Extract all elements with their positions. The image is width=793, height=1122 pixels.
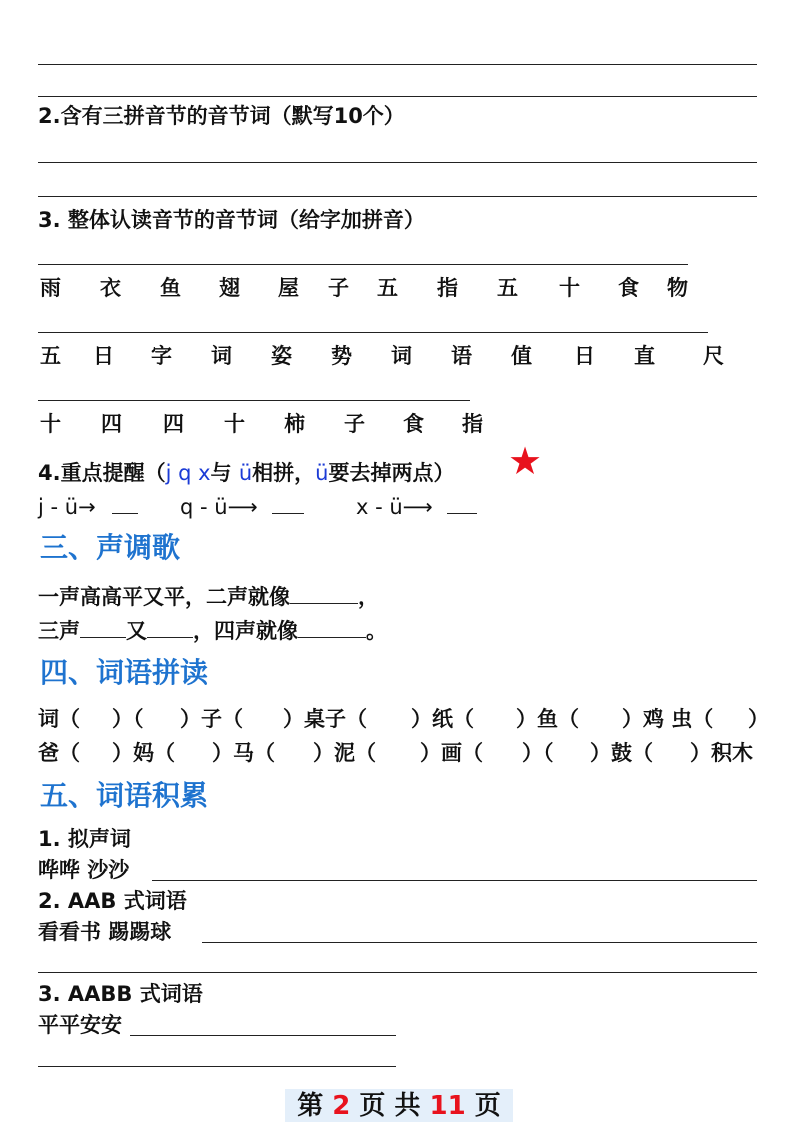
question-5-3: 3. AABB 式词语 xyxy=(38,982,203,1006)
footer-text: 页 xyxy=(465,1091,501,1121)
hanzi: 五 xyxy=(497,275,518,300)
hanzi: 鱼 xyxy=(160,275,181,300)
blank xyxy=(290,583,358,604)
blank xyxy=(447,493,477,514)
rule-j-text: j - ü→ xyxy=(38,495,96,519)
word-row-2 xyxy=(0,740,793,766)
hanzi: 五 xyxy=(377,275,398,300)
blank xyxy=(298,617,366,638)
tone-song-line-1 xyxy=(38,583,379,610)
word-fragment: ）（ xyxy=(522,740,554,765)
hanzi: 四 xyxy=(101,411,122,436)
pinyin-line xyxy=(38,400,470,401)
answer-line xyxy=(152,880,757,881)
q4-u: ü xyxy=(238,461,253,485)
hanzi: 子 xyxy=(344,411,365,436)
question-5-1: 1. 拟声词 xyxy=(38,827,131,851)
char-row-3 xyxy=(0,411,793,437)
rule-j xyxy=(38,493,138,520)
hanzi: 尺 xyxy=(703,343,724,368)
red-star-icon: ★ xyxy=(508,439,543,483)
hanzi: 语 xyxy=(451,343,472,368)
q4-mid: 与 xyxy=(210,461,239,485)
hanzi: 十 xyxy=(224,411,245,436)
word-fragment: ）泥（ xyxy=(313,740,376,765)
word-fragment: ）桌子（ xyxy=(283,706,367,731)
answer-line xyxy=(38,162,757,163)
blank xyxy=(272,493,304,514)
hanzi: 指 xyxy=(437,275,458,300)
aabb-examples: 平平安安 xyxy=(38,1013,122,1037)
onomatopoeia-examples: 哗哗 沙沙 xyxy=(38,858,130,882)
char-row-1 xyxy=(0,275,793,301)
q4-letters: j q x xyxy=(165,461,211,485)
total-page-number: 11 xyxy=(429,1091,466,1121)
hanzi: 柿 xyxy=(284,411,305,436)
hanzi: 衣 xyxy=(100,275,121,300)
answer-line xyxy=(38,196,757,197)
answer-line xyxy=(130,1035,396,1036)
footer-text: 页 共 xyxy=(350,1091,430,1121)
tone-text: 又 xyxy=(126,619,147,643)
page-footer xyxy=(285,1091,513,1121)
q4-mid2: 相拼， xyxy=(252,461,316,485)
hanzi: 势 xyxy=(331,343,352,368)
rule-x xyxy=(356,493,477,520)
q4-prefix: 4.重点提醒（ xyxy=(38,461,166,485)
word-fragment: ）纸（ xyxy=(411,706,474,731)
word-fragment: ）子（ xyxy=(180,706,243,731)
word-fragment: ）妈（ xyxy=(112,740,175,765)
hanzi: 四 xyxy=(163,411,184,436)
rule-q xyxy=(180,493,304,520)
tone-text: 一声高高平又平，二声就像 xyxy=(38,585,290,609)
hanzi: 字 xyxy=(151,343,172,368)
aab-examples: 看看书 踢踢球 xyxy=(38,920,172,944)
blank xyxy=(112,493,138,514)
answer-line xyxy=(38,96,757,97)
tone-text: 三声 xyxy=(38,619,80,643)
hanzi: 五 xyxy=(40,343,61,368)
answer-line xyxy=(38,972,757,973)
current-page-number: 2 xyxy=(332,1091,351,1121)
hanzi: 食 xyxy=(618,275,639,300)
rule-q-text: q - ü⟶ xyxy=(180,495,258,519)
char-row-2 xyxy=(0,343,793,369)
word-fragment: 词（ xyxy=(38,706,80,731)
hanzi: 十 xyxy=(559,275,580,300)
q4-u2: ü xyxy=(315,461,329,485)
word-row-1 xyxy=(0,706,793,732)
word-fragment: ）马（ xyxy=(212,740,275,765)
word-fragment: ） xyxy=(748,706,769,731)
word-fragment: ）鼓（ xyxy=(590,740,653,765)
section-title-3: 三、声调歌 xyxy=(40,531,181,564)
word-fragment: ）鸡 虫（ xyxy=(622,706,714,731)
tone-song-line-2 xyxy=(38,617,387,644)
hanzi: 词 xyxy=(391,343,412,368)
section-title-4: 四、词语拼读 xyxy=(40,656,209,689)
question-3: 3. 整体认读音节的音节词（给字加拼音） xyxy=(38,208,425,232)
section-title-5: 五、词语积累 xyxy=(40,779,209,812)
question-2: 2.含有三拼音节的音节词（默写10个） xyxy=(38,104,405,128)
hanzi: 值 xyxy=(511,343,532,368)
word-fragment: ）鱼（ xyxy=(516,706,579,731)
answer-line xyxy=(202,942,757,943)
hanzi: 翅 xyxy=(219,275,240,300)
pinyin-line xyxy=(38,332,708,333)
q4-suffix: 要去掉两点） xyxy=(328,461,455,485)
hanzi: 食 xyxy=(403,411,424,436)
hanzi: 指 xyxy=(462,411,483,436)
hanzi: 日 xyxy=(93,343,114,368)
hanzi: 雨 xyxy=(40,275,61,300)
rule-x-text: x - ü⟶ xyxy=(356,495,433,519)
answer-line xyxy=(38,64,757,65)
hanzi: 十 xyxy=(40,411,61,436)
word-fragment: ）积木 xyxy=(690,740,753,765)
word-fragment: ）画（ xyxy=(420,740,483,765)
hanzi: 子 xyxy=(328,275,349,300)
tone-text: ，四声就像 xyxy=(193,619,298,643)
hanzi: 日 xyxy=(574,343,595,368)
hanzi: 姿 xyxy=(271,343,292,368)
answer-line xyxy=(38,1066,396,1067)
tone-text: 。 xyxy=(366,619,387,643)
question-5-2: 2. AAB 式词语 xyxy=(38,889,187,913)
pinyin-line xyxy=(38,264,688,265)
tone-text: ， xyxy=(358,585,379,609)
footer-text: 第 xyxy=(297,1091,333,1121)
hanzi: 词 xyxy=(211,343,232,368)
blank xyxy=(80,617,126,638)
hanzi: 物 xyxy=(667,275,688,300)
word-fragment: 爸（ xyxy=(38,740,80,765)
hanzi: 直 xyxy=(634,343,655,368)
word-fragment: ）（ xyxy=(112,706,144,731)
question-4 xyxy=(38,460,454,486)
blank xyxy=(147,617,193,638)
hanzi: 屋 xyxy=(278,275,299,300)
